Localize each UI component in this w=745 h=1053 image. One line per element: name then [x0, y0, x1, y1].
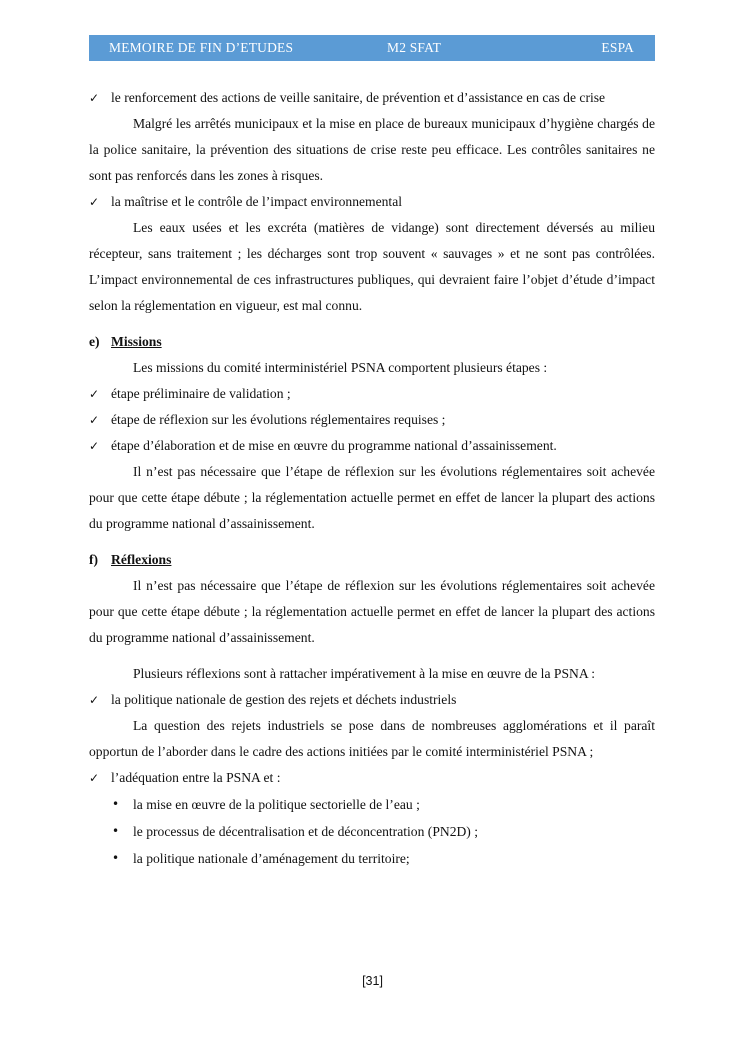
section-heading-reflexions — [89, 547, 655, 573]
checkmark-item: ✓ étape d’élaboration et de mise en œuvre du programme national d’assainissement. — [89, 433, 655, 459]
page-header — [89, 35, 655, 61]
checkmark-item: ✓ la maîtrise et le contrôle de l’impact environnemental — [89, 189, 655, 215]
section-heading-missions — [89, 329, 655, 355]
section-letter: e) — [89, 334, 100, 349]
paragraph: Les eaux usées et les excréta (matières de vidange) sont directement déversés au milieu récepteur, sans traitement ; les décharges sont trop souvent « sauvages » et ne sont pas contrôlées. L’impact environnemental de ces infrastructures publiques, qui devraient faire l’objet d’étude d’impact selon la réglementation en vigueur, est mal connu. — [89, 220, 655, 313]
header-right-text: ESPA — [601, 40, 634, 55]
checkmark-item: ✓ le renforcement des actions de veille sanitaire, de prévention et d’assistance en cas de crise — [89, 85, 655, 111]
checkmark-item: ✓ étape préliminaire de validation ; — [89, 381, 655, 407]
checkmark-item: ✓ la politique nationale de gestion des rejets et déchets industriels — [89, 687, 655, 713]
page-content — [89, 85, 655, 872]
paragraph: Il n’est pas nécessaire que l’étape de réflexion sur les évolutions réglementaires soit achevée pour que cette étape débute ; la réglementation actuelle permet en effet de lancer la plupart des actions du programme national d’assainissement. — [89, 578, 655, 645]
bullet-item: • le processus de décentralisation et de déconcentration (PN2D) ; — [89, 818, 655, 845]
section-letter: f) — [89, 552, 99, 567]
section-title: Réflexions — [111, 552, 172, 567]
paragraph: Il n’est pas nécessaire que l’étape de réflexion sur les évolutions réglementaires soit achevée pour que cette étape débute ; la réglementation actuelle permet en effet de lancer la plupart des actions du programme national d’assainissement. — [89, 464, 655, 531]
header-left-text: MEMOIRE DE FIN D’ETUDES — [109, 40, 294, 55]
paragraph-gap — [89, 651, 655, 661]
page-number: [31] — [362, 974, 383, 988]
bullet-item: • la mise en œuvre de la politique sectorielle de l’eau ; — [89, 791, 655, 818]
checkmark-item: ✓ étape de réflexion sur les évolutions réglementaires requises ; — [89, 407, 655, 433]
checkmark-item: ✓ l’adéquation entre la PSNA et : — [89, 765, 655, 791]
section-title: Missions — [111, 334, 162, 349]
paragraph: Malgré les arrêtés municipaux et la mise en place de bureaux municipaux d’hygiène chargés de la police sanitaire, la prévention des situations de crise reste peu efficace. Les contrôles sanitaires ne sont pas renforcés dans les zones à risques. — [89, 116, 655, 183]
paragraph: La question des rejets industriels se pose dans de nombreuses agglomérations et il paraît opportun de l’aborder dans le cadre des actions initiées par le comité interministériel PSNA ; — [89, 718, 655, 759]
bullet-item: • la politique nationale d’aménagement du territoire; — [89, 845, 655, 872]
paragraph: Plusieurs réflexions sont à rattacher impérativement à la mise en œuvre de la PSNA : — [133, 666, 596, 681]
header-middle-text: M2 SFAT — [387, 40, 442, 55]
paragraph: Les missions du comité interministériel PSNA comportent plusieurs étapes : — [133, 360, 548, 375]
